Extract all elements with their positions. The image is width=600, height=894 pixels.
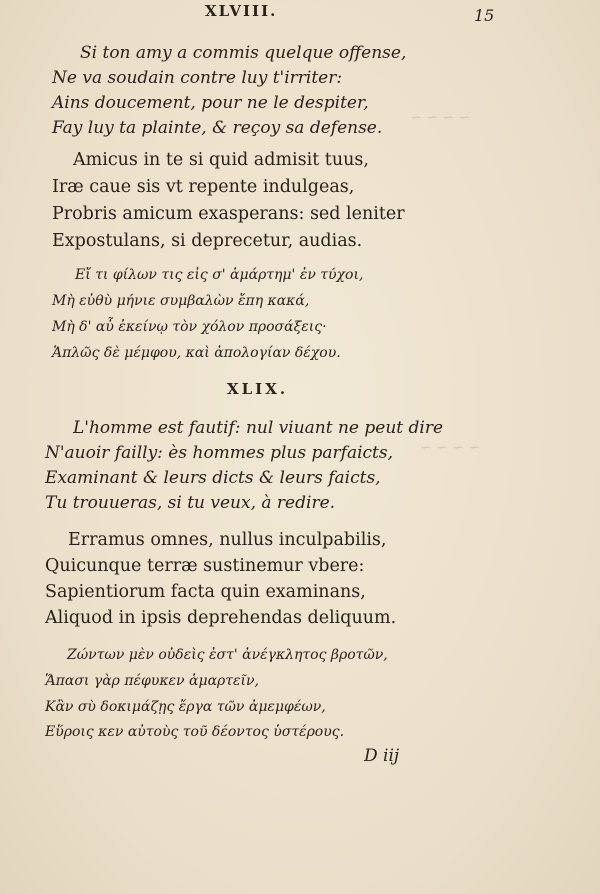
- french-verse-line: Tu trouueras, si tu veux, à redire.: [45, 493, 336, 513]
- page-number: 15: [474, 6, 495, 25]
- latin-verse-line: Quicunque terræ sustinemur vbere:: [45, 556, 365, 576]
- greek-verse-line: Μὴ δ' αὖ ἐκείνῳ τὸν χόλον προσάξεις·: [52, 319, 327, 335]
- greek-verse-line: Ἅπασι γὰρ πέφυκεν ἁμαρτεῖν,: [45, 673, 259, 689]
- french-verse-line: Examinant & leurs dicts & leurs faicts,: [45, 468, 381, 488]
- section-number-header: XLVIII.: [205, 2, 278, 20]
- greek-verse-line: Μὴ εὐθὺ μήνιε συμβαλὼν ἔπη κακά,: [52, 293, 310, 309]
- latin-verse-line: Iræ caue sis vt repente indulgeas,: [52, 177, 355, 197]
- signature-mark: D iij: [364, 746, 400, 766]
- french-verse-line: Fay luy ta plainte, & reçoy sa defense.: [52, 118, 383, 138]
- greek-verse-line: Εἴ τι φίλων τις εἰς σ' ἁμάρτημ' ἐν τύχοι,: [75, 267, 364, 283]
- french-verse-line: Ne va soudain contre luy t'irriter:: [52, 68, 343, 88]
- latin-verse-line: Probris amicum exasperans: sed leniter: [52, 204, 405, 224]
- latin-verse-line: Sapientiorum facta quin examinans,: [45, 582, 366, 602]
- greek-verse-line: Ζώντων μὲν οὐδεὶς ἐστ' ἀνέγκλητος βροτῶν,: [67, 647, 388, 663]
- show-through-text: ~ ~ ~ ~: [420, 440, 481, 456]
- greek-verse-line: Ἁπλῶς δὲ μέμφου, καὶ ἀπολογίαν δέχου.: [52, 345, 341, 361]
- latin-verse-line: Erramus omnes, nullus inculpabilis,: [68, 530, 387, 550]
- latin-verse-line: Aliquod in ipsis deprehendas deliquum.: [45, 608, 397, 628]
- latin-verse-line: Expostulans, si deprecetur, audias.: [52, 231, 363, 251]
- section-title: XLIX.: [227, 380, 289, 398]
- french-verse-line: L'homme est fautif: nul viuant ne peut dire: [73, 418, 444, 438]
- greek-verse-line: Εὕροις κεν αὐτοὺς τοῦ δέοντος ὑστέρους.: [45, 724, 345, 740]
- french-verse-line: Ains doucement, pour ne le despiter,: [52, 93, 369, 113]
- greek-verse-line: Κἂν σὺ δοκιμάζῃς ἔργα τῶν ἀμεμφέων,: [45, 699, 326, 715]
- french-verse-line: N'auoir failly: ès hommes plus parfaicts,: [45, 443, 393, 463]
- french-verse-line: Si ton amy a commis quelque offense,: [80, 43, 407, 63]
- show-through-text: ~ ~ ~ ~: [410, 110, 471, 126]
- latin-verse-line: Amicus in te si quid admisit tuus,: [73, 150, 369, 170]
